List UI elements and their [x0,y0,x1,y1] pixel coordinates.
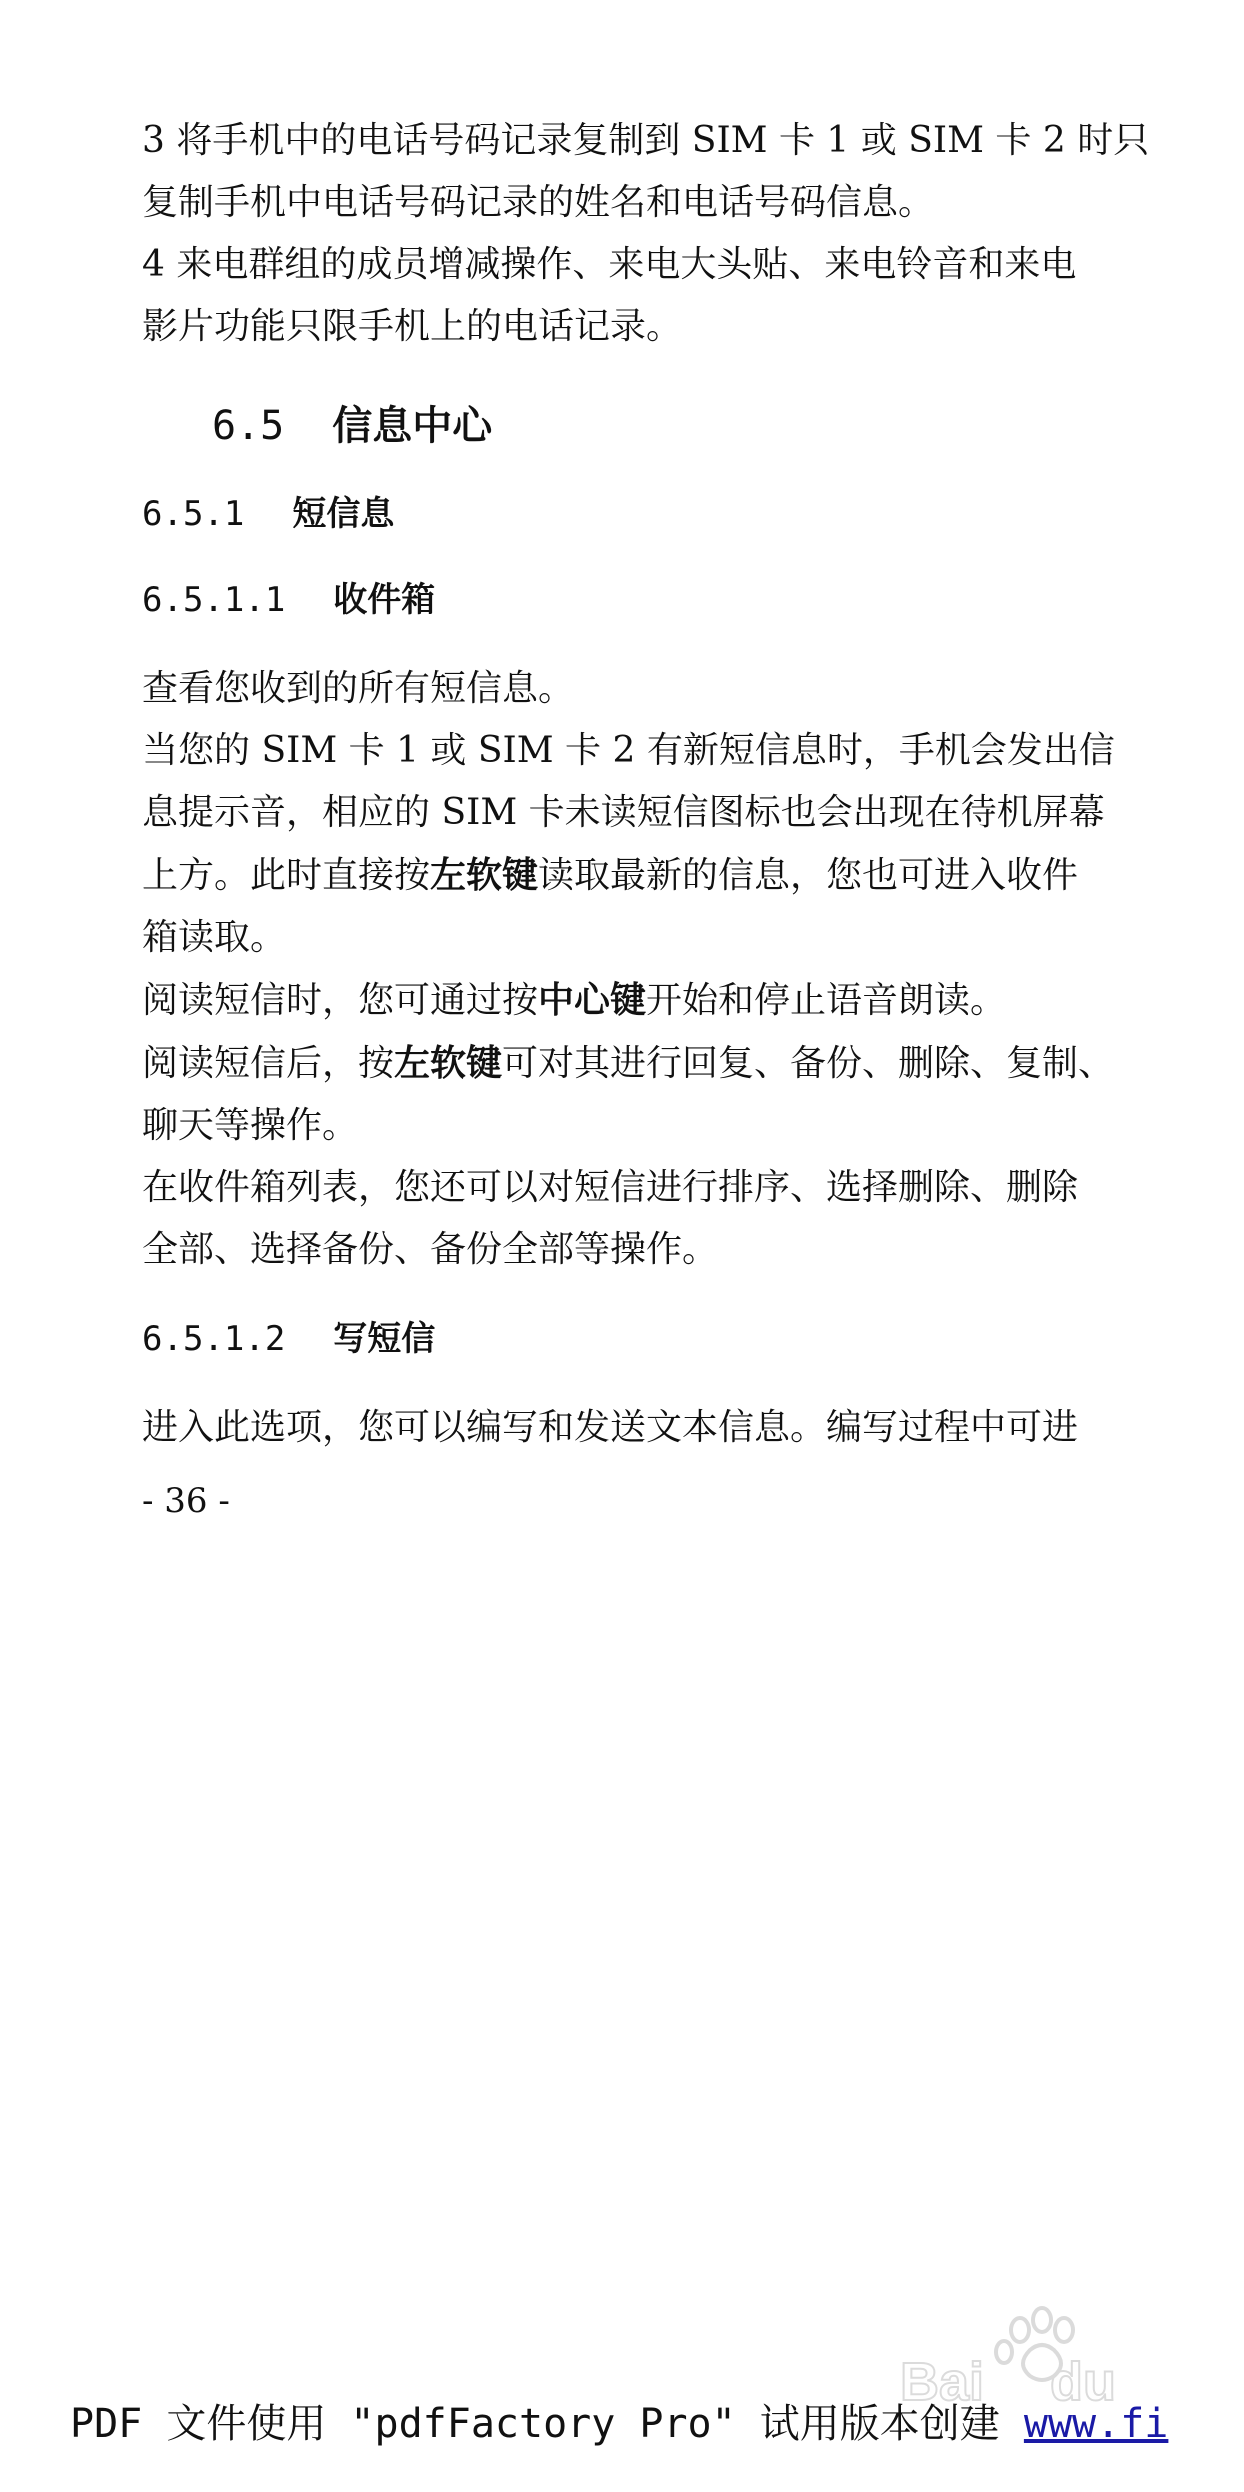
footer-text: PDF 文件使用 "pdfFactory Pro" 试用版本创建 [70,2401,1024,2447]
section-heading [212,396,1082,456]
paragraph-line: 影片功能只限手机上的电话记录。 [142,306,683,347]
paragraph-line [142,1032,1115,1095]
document-body [142,110,1150,1529]
baidu-paw-watermark-icon [880,2300,1180,2410]
write-sms-title: 写短信 [333,1319,436,1359]
text-run: 可对其进行回复、备份、删除、复制、 [502,1043,1115,1084]
paragraph-line [142,844,1082,907]
write-sms-number: 6.5.1.2 [142,1319,286,1359]
paragraph-line: 查看您收到的所有短信息。 [142,668,575,709]
paragraph-line: 箱读取。 [142,917,287,958]
write-sms-heading [142,1311,1082,1367]
text-run: 上方。此时直接按 [142,855,431,896]
subsection-title: 短信息 [292,494,395,534]
subsection-heading [142,486,1082,542]
svg-text:Bai: Bai [900,2352,985,2410]
subsection-number: 6.5.1 [142,494,245,534]
left-softkey-term: 左软键 [394,1042,503,1084]
section-number: 6.5 [212,403,285,449]
page-number: - 36 - [142,1481,230,1521]
inbox-title: 收件箱 [333,580,436,620]
left-softkey-term: 左软键 [430,854,539,896]
paragraph-line: 4 来电群组的成员增减操作、来电大头贴、来电铃音和来电 [142,244,1077,285]
svg-text:du: du [1050,2352,1116,2410]
paragraph-line: 息提示音，相应的 SIM 卡未读短信图标也会出现在待机屏幕 [142,792,1105,833]
paragraph-line: 当您的 SIM 卡 1 或 SIM 卡 2 有新短信息时，手机会发出信 [142,730,1115,771]
paragraph-line: 聊天等操作。 [142,1105,359,1146]
section-title: 信息中心 [332,403,493,449]
text-run: 读取最新的信息，您也可进入收件 [538,855,1079,896]
paragraph-line: 复制手机中电话号码记录的姓名和电话号码信息。 [142,182,935,223]
center-key-term: 中心键 [538,979,647,1021]
paragraph-line: 在收件箱列表，您还可以对短信进行排序、选择删除、删除 [142,1167,1079,1208]
inbox-number: 6.5.1.1 [142,580,286,620]
footer-link[interactable]: www.fi [1023,2401,1169,2447]
paragraph-line: 进入此选项，您可以编写和发送文本信息。编写过程中可进 [142,1407,1079,1448]
paragraph-line: 3 将手机中的电话号码记录复制到 SIM 卡 1 或 SIM 卡 2 时只 [142,120,1150,161]
text-run: 阅读短信后，按 [142,1043,395,1084]
text-run: 阅读短信时，您可通过按 [142,980,539,1021]
inbox-heading [142,572,1082,628]
paragraph-line [142,969,1082,1032]
text-run: 开始和停止语音朗读。 [646,980,1007,1021]
paragraph-line: 全部、选择备份、备份全部等操作。 [142,1229,719,1270]
pdf-footer [70,2396,1168,2452]
